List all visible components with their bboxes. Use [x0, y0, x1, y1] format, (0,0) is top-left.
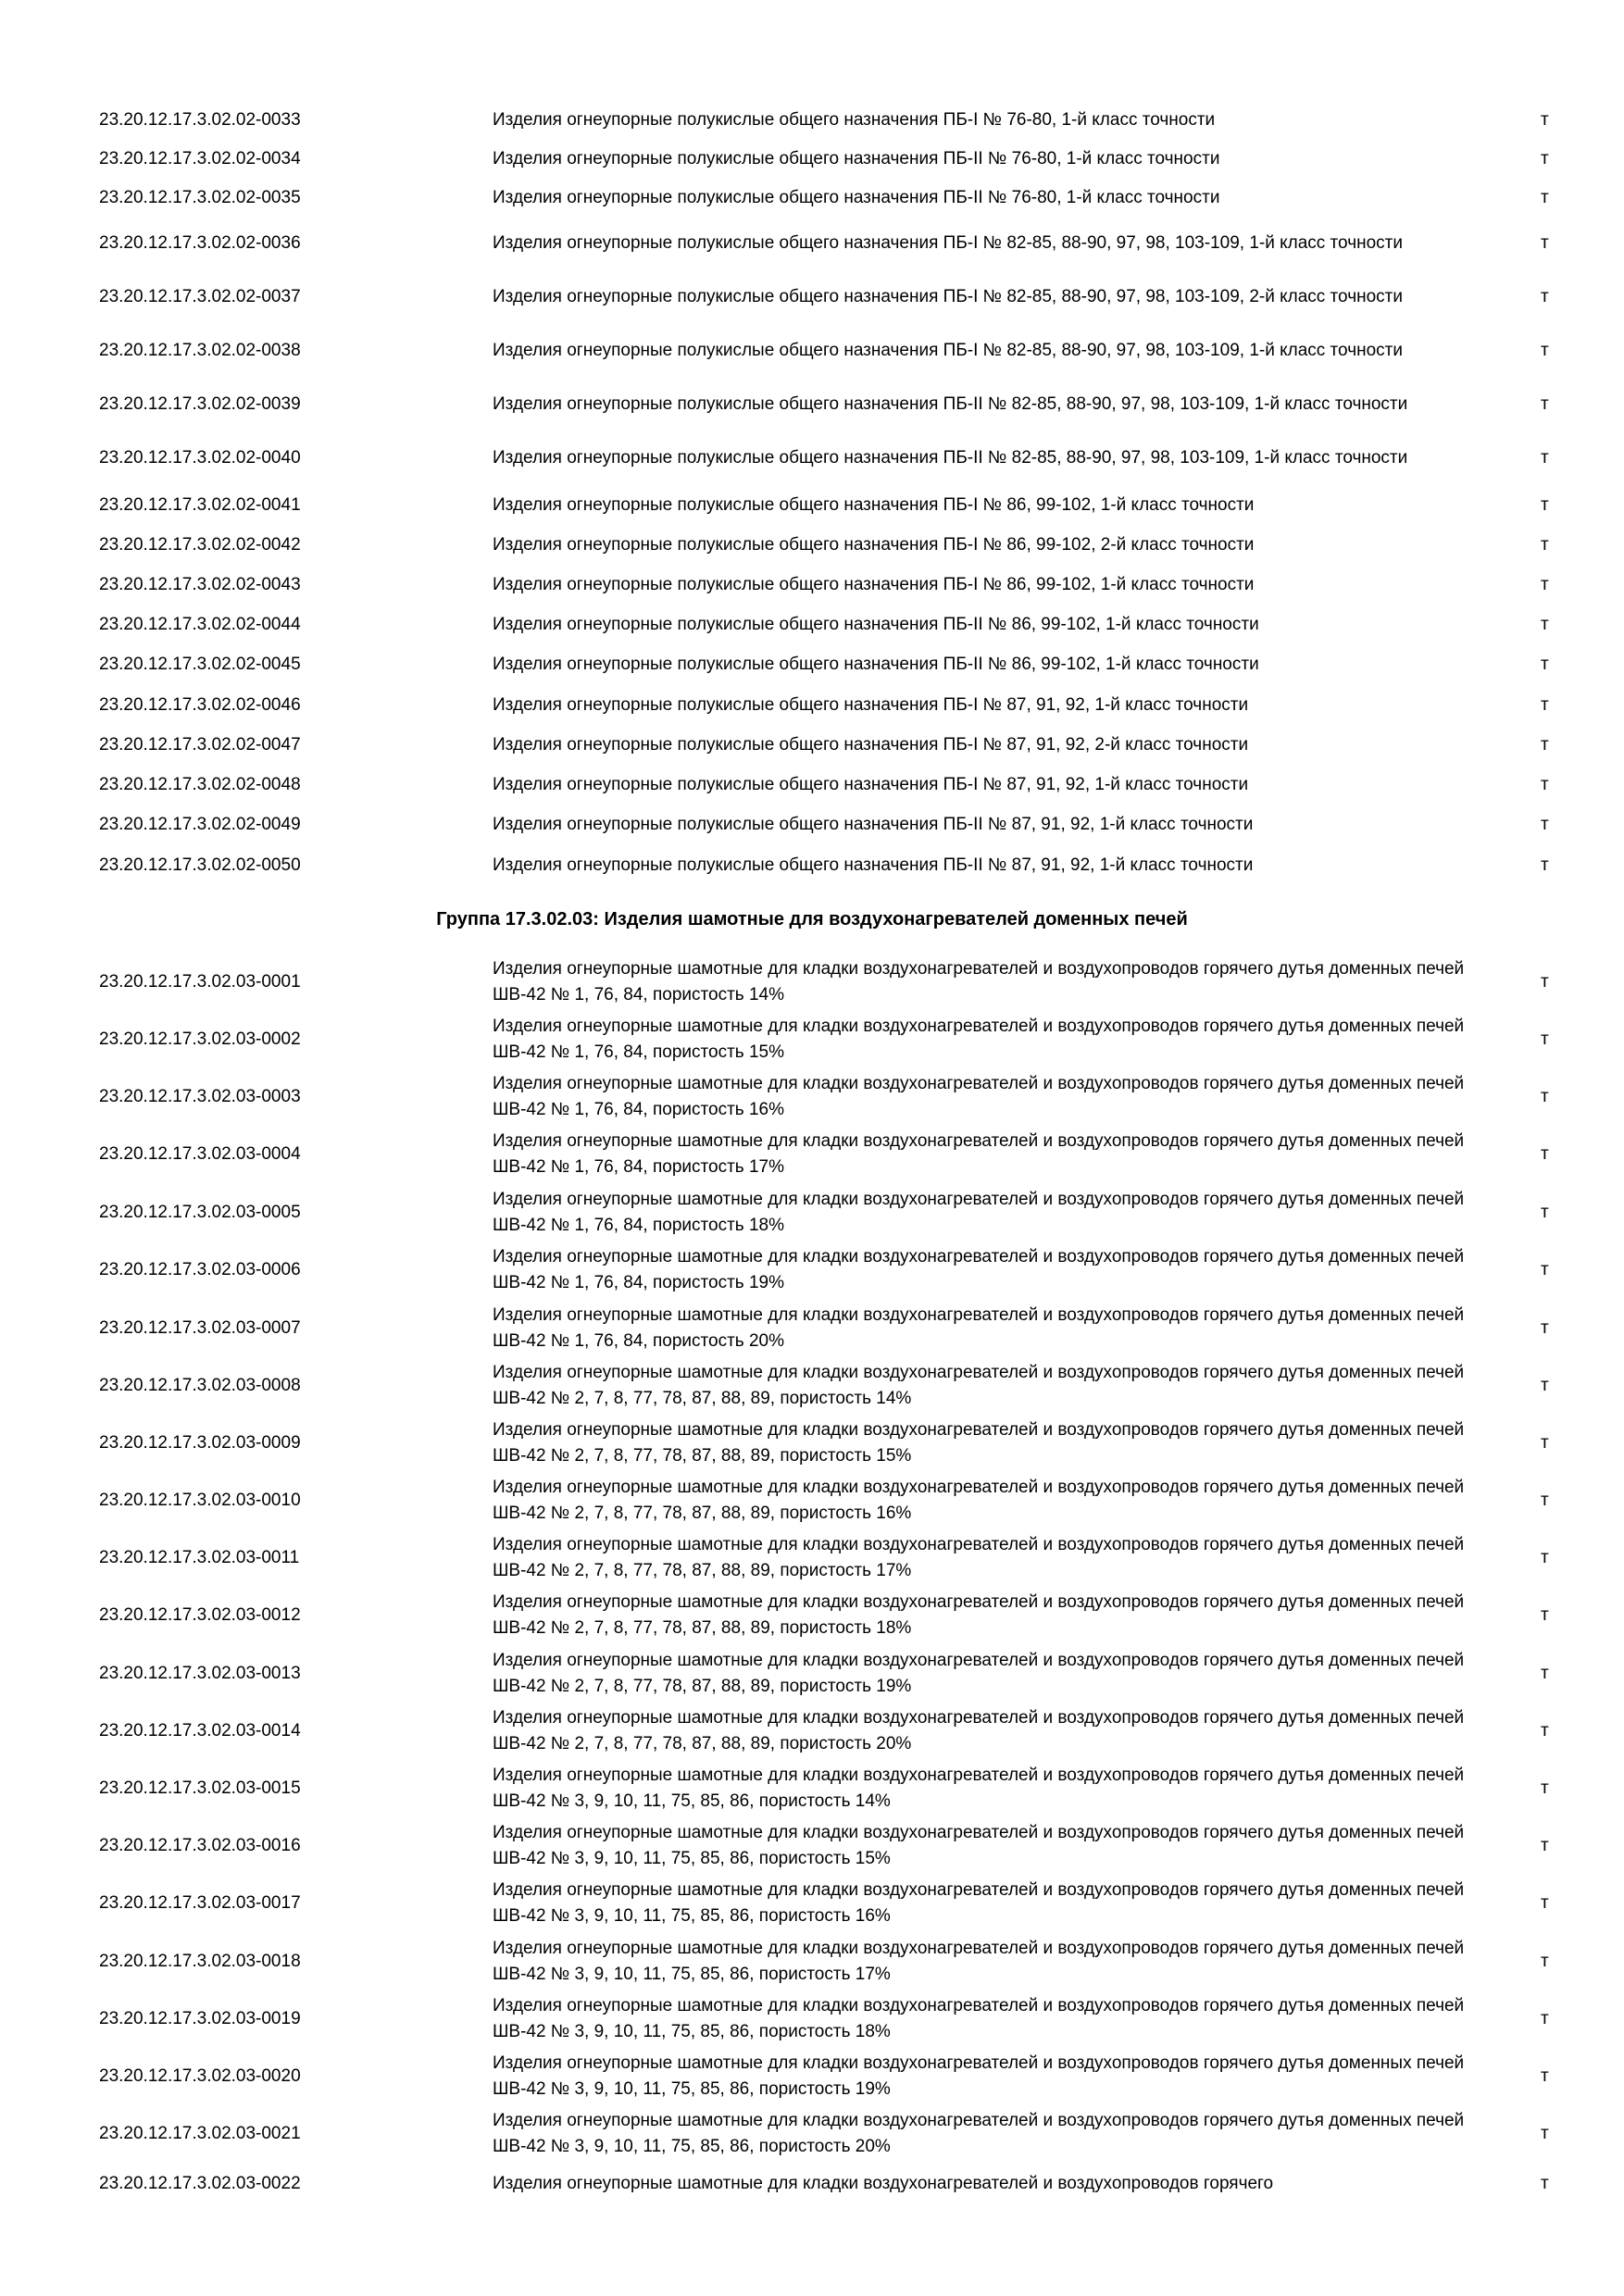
resource-code: 23.20.12.17.3.02.03-0001 — [99, 972, 301, 992]
resource-description: Изделия огнеупорные шамотные для кладки воздухонагревателей и воздухопроводов горячего дутья доменных печей ШВ-42 № 2, 7, 8, 77, 78, 87, 88, 89, пористость 15% — [493, 1419, 1465, 1466]
resource-description: Изделия огнеупорные шамотные для кладки воздухонагревателей и воздухопроводов горячего дутья доменных печей ШВ-42 № 1, 76, 84, пористость 20% — [493, 1304, 1465, 1351]
resource-code: 23.20.12.17.3.02.03-0019 — [99, 2009, 301, 2028]
table-row — [0, 1876, 1624, 1931]
unit-of-measure: т — [1541, 495, 1549, 515]
resource-code: 23.20.12.17.3.02.03-0011 — [99, 1548, 300, 1567]
resource-code: 23.20.12.17.3.02.02-0044 — [99, 615, 301, 634]
resource-description: Изделия огнеупорные шамотные для кладки воздухонагревателей и воздухопроводов горячего дутья доменных печей ШВ-42 № 1, 76, 84, пористость 17% — [493, 1130, 1465, 1177]
unit-of-measure: т — [1541, 1087, 1549, 1106]
resource-code: 23.20.12.17.3.02.03-0015 — [99, 1778, 301, 1798]
resource-code: 23.20.12.17.3.02.03-0017 — [99, 1893, 301, 1913]
resource-code: 23.20.12.17.3.02.03-0014 — [99, 1721, 301, 1741]
resource-description: Изделия огнеупорные полукислые общего назначения ПБ-I № 87, 91, 92, 1-й класс точности — [493, 774, 1249, 794]
resource-description: Изделия огнеупорные шамотные для кладки воздухонагревателей и воздухопроводов горячего дутья доменных печей ШВ-42 № 2, 7, 8, 77, 78, 87, 88, 89, пористость 17% — [493, 1534, 1465, 1580]
unit-of-measure: т — [1541, 2124, 1549, 2143]
resource-description: Изделия огнеупорные шамотные для кладки воздухонагревателей и воздухопроводов горячего дутья доменных печей ШВ-42 № 2, 7, 8, 77, 78, 87, 88, 89, пористость 14% — [493, 1362, 1465, 1408]
resource-code: 23.20.12.17.3.02.03-0005 — [99, 1203, 301, 1222]
resource-description: Изделия огнеупорные полукислые общего назначения ПБ-I № 87, 91, 92, 2-й класс точности — [493, 734, 1249, 755]
resource-description: Изделия огнеупорные полукислые общего назначения ПБ-I № 86, 99-102, 1-й класс точности — [493, 494, 1255, 515]
unit-of-measure: т — [1541, 1952, 1549, 1971]
unit-of-measure: т — [1541, 341, 1549, 360]
resource-code: 23.20.12.17.3.02.03-0021 — [99, 2124, 301, 2143]
unit-of-measure: т — [1541, 1836, 1549, 1855]
table-row — [0, 1185, 1624, 1241]
resource-description: Изделия огнеупорные полукислые общего назначения ПБ-I № 76-80, 1-й класс точности — [493, 109, 1216, 130]
resource-description: Изделия огнеупорные полукислые общего назначения ПБ-I № 86, 99-102, 1-й класс точности — [493, 574, 1255, 594]
table-row — [0, 216, 1624, 271]
resource-code: 23.20.12.17.3.02.03-0022 — [99, 2174, 301, 2193]
resource-description: Изделия огнеупорные шамотные для кладки воздухонагревателей и воздухопроводов горячего дутья доменных печей ШВ-42 № 3, 9, 10, 11, 75, 85, 86, пористость 17% — [493, 1938, 1465, 1984]
table-row — [0, 2156, 1624, 2212]
resource-code: 23.20.12.17.3.02.02-0033 — [99, 110, 301, 130]
resource-description: Изделия огнеупорные полукислые общего назначения ПБ-I № 82-85, 88-90, 97, 98, 103-109, 1-й класс точности — [493, 340, 1403, 360]
unit-of-measure: т — [1541, 1548, 1549, 1567]
resource-code: 23.20.12.17.3.02.02-0048 — [99, 775, 301, 794]
resource-code: 23.20.12.17.3.02.03-0006 — [99, 1260, 301, 1279]
table-row — [0, 2049, 1624, 2104]
unit-of-measure: т — [1541, 1778, 1549, 1798]
resource-description: Изделия огнеупорные полукислые общего назначения ПБ-I № 86, 99-102, 2-й класс точности — [493, 534, 1255, 555]
resource-code: 23.20.12.17.3.02.02-0034 — [99, 149, 301, 168]
resource-description: Изделия огнеупорные шамотные для кладки воздухонагревателей и воздухопроводов горячего дутья доменных печей ШВ-42 № 2, 7, 8, 77, 78, 87, 88, 89, пористость 16% — [493, 1477, 1465, 1523]
table-row — [0, 1530, 1624, 1586]
table-row — [0, 269, 1624, 325]
resource-code: 23.20.12.17.3.02.03-0010 — [99, 1491, 301, 1510]
resource-description: Изделия огнеупорные полукислые общего назначения ПБ-II № 82-85, 88-90, 97, 98, 103-109, 1-й класс точности — [493, 393, 1408, 414]
unit-of-measure: т — [1541, 775, 1549, 794]
unit-of-measure: т — [1541, 1721, 1549, 1741]
resource-description: Изделия огнеупорные шамотные для кладки воздухонагревателей и воздухопроводов горячего дутья доменных печей ШВ-42 № 1, 76, 84, пористость 19% — [493, 1246, 1465, 1292]
resource-description: Изделия огнеупорные полукислые общего назначения ПБ-II № 86, 99-102, 1-й класс точности — [493, 654, 1259, 674]
unit-of-measure: т — [1541, 287, 1549, 306]
unit-of-measure: т — [1541, 615, 1549, 634]
unit-of-measure: т — [1541, 1318, 1549, 1338]
unit-of-measure: т — [1541, 1893, 1549, 1913]
unit-of-measure: т — [1541, 233, 1549, 253]
resource-description: Изделия огнеупорные шамотные для кладки воздухонагревателей и воздухопроводов горячего дутья доменных печей ШВ-42 № 2, 7, 8, 77, 78, 87, 88, 89, пористость 20% — [493, 1707, 1465, 1753]
unit-of-measure: т — [1541, 535, 1549, 555]
resource-code: 23.20.12.17.3.02.02-0047 — [99, 735, 301, 755]
unit-of-measure: т — [1541, 695, 1549, 715]
resource-description: Изделия огнеупорные шамотные для кладки воздухонагревателей и воздухопроводов горячего дутья доменных печей ШВ-42 № 3, 9, 10, 11, 75, 85, 86, пористость 16% — [493, 1879, 1465, 1926]
unit-of-measure: т — [1541, 1664, 1549, 1683]
resource-code: 23.20.12.17.3.02.03-0016 — [99, 1836, 301, 1855]
table-row — [0, 323, 1624, 379]
table-row — [0, 1818, 1624, 1874]
resource-code: 23.20.12.17.3.02.03-0007 — [99, 1318, 301, 1338]
resource-description: Изделия огнеупорные шамотные для кладки воздухонагревателей и воздухопроводов горячего дутья доменных печей ШВ-42 № 2, 7, 8, 77, 78, 87, 88, 89, пористость 18% — [493, 1591, 1465, 1638]
resource-code: 23.20.12.17.3.02.02-0043 — [99, 575, 301, 594]
resource-code: 23.20.12.17.3.02.02-0037 — [99, 287, 301, 306]
unit-of-measure: т — [1541, 575, 1549, 594]
table-row — [0, 1646, 1624, 1702]
resource-description: Изделия огнеупорные шамотные для кладки воздухонагревателей и воздухопроводов горячего дутья доменных печей ШВ-42 № 3, 9, 10, 11, 75, 85, 86, пористость 18% — [493, 1995, 1465, 2041]
unit-of-measure: т — [1541, 2009, 1549, 2028]
unit-of-measure: т — [1541, 110, 1549, 130]
table-row — [0, 1473, 1624, 1529]
table-row — [0, 1301, 1624, 1356]
group-heading: Группа 17.3.02.03: Изделия шамотные для воздухонагревателей доменных печей — [436, 909, 1188, 930]
resource-code: 23.20.12.17.3.02.03-0008 — [99, 1376, 301, 1395]
resource-code: 23.20.12.17.3.02.03-0003 — [99, 1087, 301, 1106]
table-row — [0, 1588, 1624, 1643]
table-row — [0, 1416, 1624, 1471]
resource-description: Изделия огнеупорные полукислые общего назначения ПБ-II № 87, 91, 92, 1-й класс точности — [493, 855, 1254, 875]
resource-description: Изделия огнеупорные полукислые общего назначения ПБ-II № 82-85, 88-90, 97, 98, 103-109, 1-й класс точности — [493, 447, 1408, 468]
resource-code: 23.20.12.17.3.02.02-0040 — [99, 448, 301, 468]
resource-description: Изделия огнеупорные шамотные для кладки воздухонагревателей и воздухопроводов горячего дутья доменных печей ШВ-42 № 3, 9, 10, 11, 75, 85, 86, пористость 20% — [493, 2110, 1465, 2156]
unit-of-measure: т — [1541, 815, 1549, 834]
resource-description: Изделия огнеупорные полукислые общего назначения ПБ-I № 82-85, 88-90, 97, 98, 103-109, 1-й класс точности — [493, 232, 1403, 253]
resource-description: Изделия огнеупорные шамотные для кладки воздухонагревателей и воздухопроводов горячего дутья доменных печей ШВ-42 № 2, 7, 8, 77, 78, 87, 88, 89, пористость 19% — [493, 1650, 1465, 1696]
resource-description: Изделия огнеупорные полукислые общего назначения ПБ-I № 82-85, 88-90, 97, 98, 103-109, 2-й класс точности — [493, 286, 1403, 306]
resource-code: 23.20.12.17.3.02.02-0041 — [99, 495, 301, 515]
resource-code: 23.20.12.17.3.02.03-0018 — [99, 1952, 301, 1971]
unit-of-measure: т — [1541, 1433, 1549, 1453]
table-row — [0, 1127, 1624, 1182]
resource-code: 23.20.12.17.3.02.02-0042 — [99, 535, 301, 555]
resource-description: Изделия огнеупорные шамотные для кладки воздухонагревателей и воздухопроводов горячего дутья доменных печей ШВ-42 № 1, 76, 84, пористость 18% — [493, 1189, 1465, 1235]
resource-description: Изделия огнеупорные шамотные для кладки воздухонагревателей и воздухопроводов горячего дутья доменных печей ШВ-42 № 1, 76, 84, пористость 15% — [493, 1016, 1465, 1062]
resource-code: 23.20.12.17.3.02.02-0049 — [99, 815, 301, 834]
unit-of-measure: т — [1541, 1203, 1549, 1222]
resource-code: 23.20.12.17.3.02.03-0009 — [99, 1433, 301, 1453]
unit-of-measure: т — [1541, 188, 1549, 207]
table-row — [0, 1242, 1624, 1298]
resource-code: 23.20.12.17.3.02.02-0045 — [99, 655, 301, 674]
resource-code: 23.20.12.17.3.02.02-0036 — [99, 233, 301, 253]
unit-of-measure: т — [1541, 2174, 1549, 2193]
resource-code: 23.20.12.17.3.02.02-0046 — [99, 695, 301, 715]
resource-description: Изделия огнеупорные полукислые общего назначения ПБ-II № 76-80, 1-й класс точности — [493, 148, 1220, 168]
table-row — [0, 1012, 1624, 1067]
table-row — [0, 377, 1624, 432]
unit-of-measure: т — [1541, 1144, 1549, 1164]
resource-description: Изделия огнеупорные полукислые общего назначения ПБ-II № 76-80, 1-й класс точности — [493, 187, 1220, 207]
unit-of-measure: т — [1541, 448, 1549, 468]
resource-description: Изделия огнеупорные шамотные для кладки воздухонагревателей и воздухопроводов горячего — [493, 2173, 1274, 2193]
resource-description: Изделия огнеупорные полукислые общего назначения ПБ-II № 86, 99-102, 1-й класс точности — [493, 614, 1259, 634]
resource-code: 23.20.12.17.3.02.02-0038 — [99, 341, 301, 360]
resource-code: 23.20.12.17.3.02.02-0039 — [99, 394, 301, 414]
resource-code: 23.20.12.17.3.02.03-0020 — [99, 2066, 301, 2086]
unit-of-measure: т — [1541, 972, 1549, 992]
resource-description: Изделия огнеупорные шамотные для кладки воздухонагревателей и воздухопроводов горячего дутья доменных печей ШВ-42 № 3, 9, 10, 11, 75, 85, 86, пористость 19% — [493, 2053, 1465, 2099]
table-row — [0, 1069, 1624, 1125]
table-row — [0, 1761, 1624, 1816]
resource-description: Изделия огнеупорные шамотные для кладки воздухонагревателей и воздухопроводов горячего дутья доменных печей ШВ-42 № 1, 76, 84, пористость 14% — [493, 958, 1465, 1004]
unit-of-measure: т — [1541, 149, 1549, 168]
resource-code: 23.20.12.17.3.02.03-0004 — [99, 1144, 301, 1164]
resource-code: 23.20.12.17.3.02.03-0002 — [99, 1029, 301, 1049]
resource-code: 23.20.12.17.3.02.02-0050 — [99, 855, 301, 875]
resource-description: Изделия огнеупорные шамотные для кладки воздухонагревателей и воздухопроводов горячего дутья доменных печей ШВ-42 № 3, 9, 10, 11, 75, 85, 86, пористость 15% — [493, 1822, 1465, 1868]
resource-description: Изделия огнеупорные полукислые общего назначения ПБ-II № 87, 91, 92, 1-й класс точности — [493, 814, 1254, 834]
unit-of-measure: т — [1541, 1260, 1549, 1279]
unit-of-measure: т — [1541, 1376, 1549, 1395]
table-row — [0, 2106, 1624, 2162]
unit-of-measure: т — [1541, 1605, 1549, 1625]
unit-of-measure: т — [1541, 855, 1549, 875]
resource-code: 23.20.12.17.3.02.03-0013 — [99, 1664, 301, 1683]
unit-of-measure: т — [1541, 1029, 1549, 1049]
table-row — [0, 1358, 1624, 1414]
unit-of-measure: т — [1541, 655, 1549, 674]
table-row — [0, 1703, 1624, 1759]
table-row — [0, 1934, 1624, 1990]
table-row — [0, 955, 1624, 1010]
table-row — [0, 1991, 1624, 2047]
resource-description: Изделия огнеупорные шамотные для кладки воздухонагревателей и воздухопроводов горячего дутья доменных печей ШВ-42 № 3, 9, 10, 11, 75, 85, 86, пористость 14% — [493, 1765, 1465, 1811]
unit-of-measure: т — [1541, 735, 1549, 755]
unit-of-measure: т — [1541, 1491, 1549, 1510]
resource-code: 23.20.12.17.3.02.03-0012 — [99, 1605, 301, 1625]
unit-of-measure: т — [1541, 2066, 1549, 2086]
table-row — [0, 838, 1624, 893]
unit-of-measure: т — [1541, 394, 1549, 414]
resource-code: 23.20.12.17.3.02.02-0035 — [99, 188, 301, 207]
resource-description: Изделия огнеупорные шамотные для кладки воздухонагревателей и воздухопроводов горячего дутья доменных печей ШВ-42 № 1, 76, 84, пористость 16% — [493, 1073, 1465, 1119]
resource-description: Изделия огнеупорные полукислые общего назначения ПБ-I № 87, 91, 92, 1-й класс точности — [493, 694, 1249, 715]
